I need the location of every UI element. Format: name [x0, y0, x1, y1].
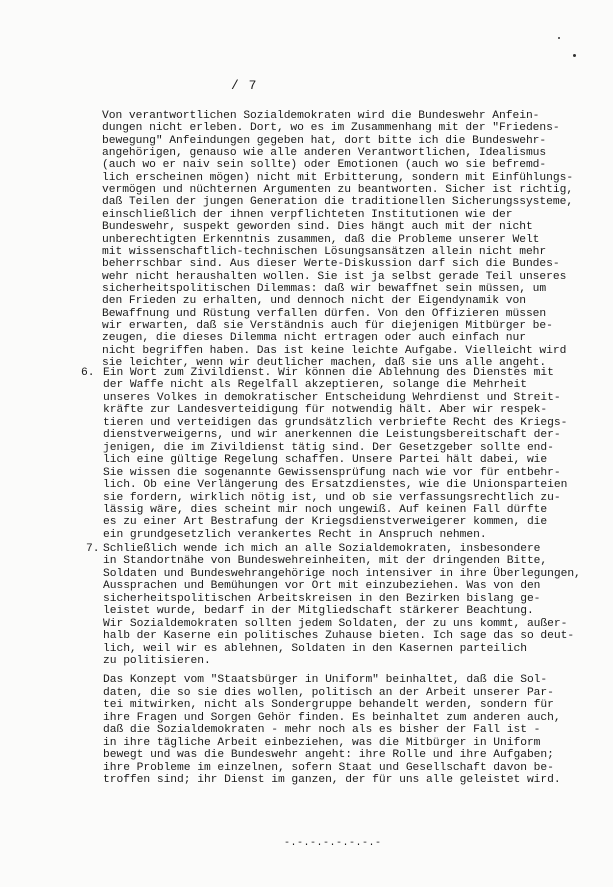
- text-line: nicht begriffen haben. Das ist keine leichte Aufgabe. Vielleicht wird: [102, 344, 567, 357]
- text-line: der Waffe nicht als Regelfall akzeptieren, solange die Mehrheit: [103, 379, 527, 392]
- text-line: tieren und verteidigen das grundsätzlich verbriefte Recht des Kriegs-: [103, 416, 568, 429]
- text-line: Das Konzept vom "Staatsbürger in Uniform" beinhaltet, daß die Sol-: [103, 674, 548, 686]
- text-line: bewegt und was die Bundeswehr angeht: ihre Rolle und ihre Aufgaben;: [103, 749, 554, 761]
- text-line: unberechtigten Erkenntnis zusammen, daß die Probleme unserer Welt: [102, 233, 540, 246]
- text-line: sicherheitspolitischen Arbeitskreisen in den Bezirken bislang ge-: [103, 592, 541, 605]
- scan-speck: [558, 37, 560, 39]
- text-line: jenigen, die im Zivildienst tätig sind. Der Gesetzgeber sollte end-: [103, 441, 554, 454]
- scan-speck: [573, 54, 576, 57]
- text-line: kräfte zur Landesverteidigung für notwendig hält. Aber wir respek-: [103, 404, 548, 417]
- item-6-marker: 6.: [81, 367, 95, 379]
- text-line: angehörigen, genauso wie alle anderen Verantwortlichen, Idealismus: [102, 147, 547, 160]
- text-line: (auch wo er naiv sein sollte) oder Emotionen (auch wo sie befremd-: [102, 159, 547, 172]
- text-line: in Standortnähe von Bundeswehreinheiten, mit der dringenden Bitte,: [103, 555, 548, 568]
- text-line: zeugen, die dieses Dilemma nicht ertragen oder auch einfach nur: [102, 332, 526, 345]
- text-line: beherrschbar sind. Aus dieser Werte-Diskussion darf sich die Bundes-: [102, 258, 560, 271]
- text-line: lich erscheinen mögen) nicht mit Erbitterung, sondern mit Einfühlungs-: [102, 171, 574, 184]
- text-line: lich, weil wir es ablehnen, Soldaten in den Kasernen parteilich: [103, 642, 527, 655]
- text-line: wehr nicht heraushalten wollen. Sie ist ja selbst gerade Teil unseres: [102, 270, 567, 283]
- text-line: sie leichter, wenn wir deutlicher machen, daß sie uns alle angeht.: [102, 357, 547, 369]
- text-line: Sie wissen die sogenannte Gewissensprüfung nach wie vor für entbehr-: [103, 466, 561, 479]
- text-line: halb der Kaserne ein politisches Zuhause bieten. Ich sage das so deut-: [103, 630, 575, 643]
- text-line: ein grundgesetzlich verankertes Recht in Anspruch nehmen.: [103, 528, 487, 541]
- text-line: es zu einer Art Bestrafung der Kriegsdienstverweigerer kommen, die: [103, 516, 548, 529]
- text-line: mit wissenschaftlich-technischen Lösungsansätzen allein nicht mehr: [102, 245, 547, 258]
- text-line: Von verantwortlichen Sozialdemokraten wird die Bundeswehr Anfein-: [102, 110, 540, 122]
- text-line: Bundeswehr, suspekt geworden sind. Dies hängt auch mit der nicht: [102, 221, 533, 234]
- text-line: sie fordern, wirklich nötig ist, und ob sie verfassungsrechtlich zu-: [103, 491, 561, 504]
- text-line: dungen nicht erleben. Dort, wo es im Zusammenhang mit der "Friedens-: [102, 122, 560, 135]
- text-line: lässig wäre, dies scheint mir noch ungewiß. Auf keinen Fall dürfte: [103, 503, 548, 516]
- text-line: wir erwarten, daß sie Verständnis auch für diejenigen Mitbürger be-: [102, 319, 553, 332]
- text-line: in ihre tägliche Arbeit einbeziehen, was die Mitbürger in Uniform: [103, 736, 541, 749]
- text-line: Bewaffnung und Rüstung verfallen dürfen. Von den Offizieren müssen: [102, 307, 547, 320]
- text-line: sicherheitspolitischen Dilemmas: daß wir bewaffnet sein müssen, um: [102, 282, 547, 295]
- text-line: tei mitwirken, nicht als Sondergruppe behandelt werden, sondern für: [103, 699, 554, 711]
- text-line: lich. Ob eine Verlängerung des Ersatzdienstes, wie die Unionsparteien: [103, 479, 568, 492]
- text-line: zu politisieren.: [103, 655, 211, 668]
- text-line: Schließlich wende ich mich an alle Sozialdemokraten, insbesondere: [103, 543, 541, 555]
- text-line: leistet wurde, bedarf in der Mitgliedschaft stärkerer Beachtung.: [103, 605, 534, 618]
- text-line: Wir Sozialdemokraten sollten jedem Soldaten, der zu uns kommt, außer-: [103, 617, 568, 630]
- text-line: daß Teilen der jungen Generation die traditionellen Sicherungssysteme,: [102, 196, 574, 209]
- closing-mark: -.-.-.-.-.-.-.-: [284, 838, 382, 849]
- text-line: Ein Wort zum Zivildienst. Wir können die Ablehnung des Dienstes mit: [103, 367, 554, 379]
- text-line: Aussprachen und Bemühungen vor Ort mit einzubeziehen. Was von den: [103, 580, 541, 593]
- text-line: den Frieden zu erhalten, und dennoch nicht der Eigendynamik von: [102, 295, 526, 308]
- text-line: Soldaten und Bundeswehrangehörige noch intensiver in ihre Überlegungen,: [103, 567, 581, 580]
- page-number: / 7: [231, 78, 258, 93]
- text-line: daß die Sozialdemokraten - mehr noch als es bisher der Fall ist -: [103, 724, 541, 736]
- text-line: einschließlich der ihnen verpflichteten Institutionen wie der: [102, 208, 513, 221]
- text-line: dienstverweigerns, und wir anerkennen die Leistungsbereitschaft der-: [103, 429, 561, 442]
- text-line: troffen sind; ihr Dienst im ganzen, der für uns alle geleistet wird.: [103, 774, 561, 786]
- text-line: ihre Probleme im einzelnen, sofern Staat und Gesellschaft davon be-: [103, 761, 554, 774]
- item-7-marker: 7.: [86, 543, 100, 555]
- text-line: lich eine gültige Regelung schaffen. Unsere Partei hält dabei, wie: [103, 454, 548, 467]
- text-line: vermögen und nüchternen Argumenten zu beantworten. Sicher ist richtig,: [102, 184, 574, 197]
- text-line: ihre Fragen und Sorgen Gehör finden. Es beinhaltet zum anderen auch,: [103, 711, 561, 724]
- text-line: unseres Volkes in demokratischer Entscheidung Wehrdienst und Streit-: [103, 391, 561, 404]
- text-line: bewegung" Anfeindungen gegeben hat, dort bitte ich die Bundeswehr-: [102, 134, 547, 147]
- text-line: daten, die so sie dies wollen, politisch an der Arbeit unserer Par-: [103, 686, 554, 699]
